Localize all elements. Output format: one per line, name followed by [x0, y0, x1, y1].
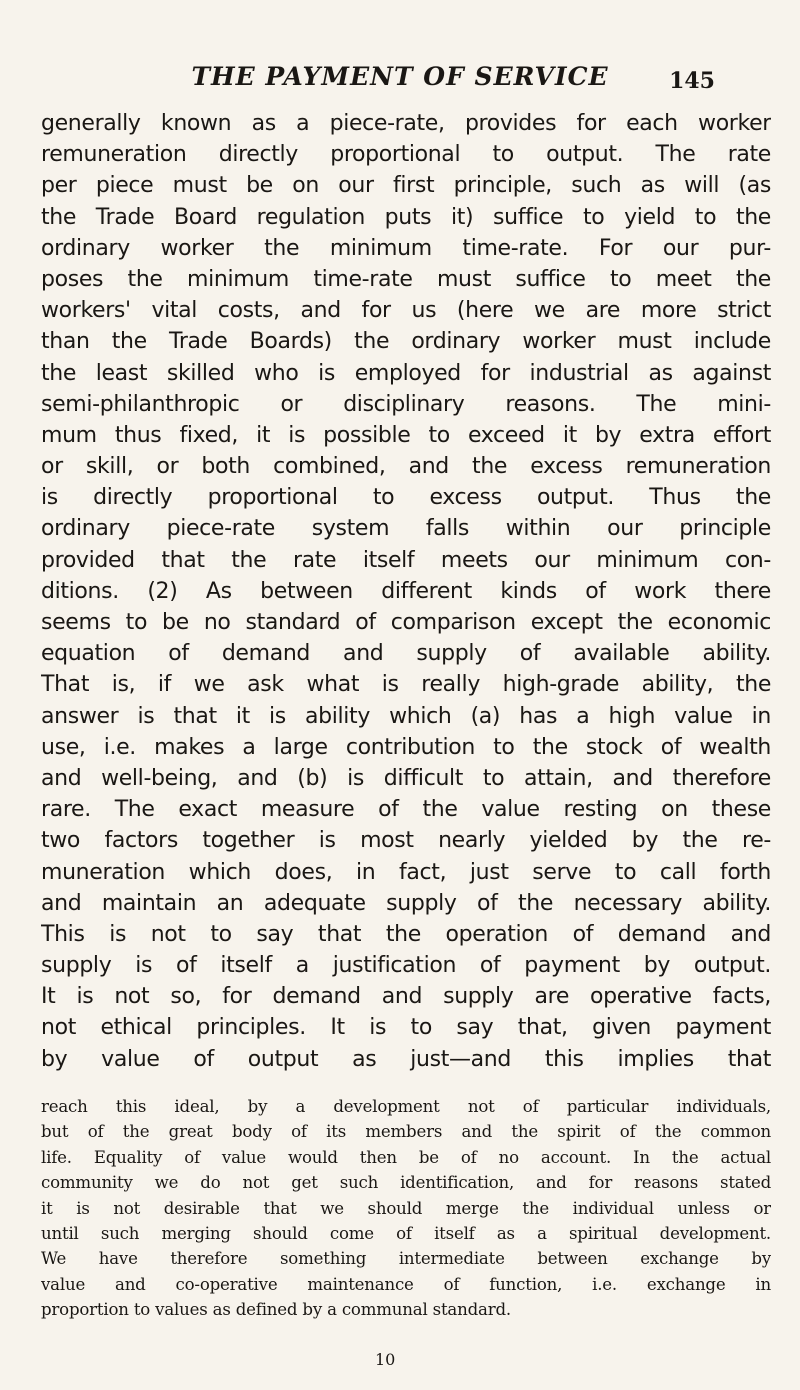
- footnote-line: community we do not get such identification, and for reasons stated: [41, 1173, 771, 1193]
- page-header: [40, 62, 760, 102]
- body-line: or skill, or both combined, and the excess remuneration: [41, 454, 771, 480]
- footnote-line: it is not desirable that we should merge the individual unless or: [41, 1198, 771, 1218]
- footnote-line: value and co-operative maintenance of function, i.e. exchange in: [41, 1274, 771, 1294]
- body-line: per piece must be on our first principle, such as will (as: [41, 173, 771, 199]
- body-text: [41, 108, 771, 1075]
- running-head-title: THE PAYMENT OF SERVICE: [191, 62, 609, 91]
- body-line: provided that the rate itself meets our minimum con-: [41, 547, 771, 573]
- body-line: mum thus fixed, it is possible to exceed it by extra effort: [41, 422, 771, 448]
- body-line: than the Trade Boards) the ordinary worker must include: [41, 329, 771, 355]
- page-number: 145: [669, 68, 715, 94]
- body-line: ordinary worker the minimum time-rate. For our pur-: [41, 235, 771, 261]
- body-line: ditions. (2) As between different kinds of work there: [41, 578, 771, 604]
- body-line: equation of demand and supply of available ability.: [41, 641, 771, 667]
- body-line: the least skilled who is employed for industrial as against: [41, 360, 771, 386]
- body-line: is directly proportional to excess output. Thus the: [41, 485, 771, 511]
- footnote-line: reach this ideal, by a development not of particular individuals,: [41, 1097, 771, 1116]
- body-line: and well-being, and (b) is difficult to attain, and therefore: [41, 765, 771, 791]
- footnote-text: [41, 1094, 771, 1323]
- body-line: ordinary piece-rate system falls within our principle: [41, 516, 771, 542]
- body-line: not ethical principles. It is to say that, given payment: [41, 1015, 771, 1041]
- body-line: workers' vital costs, and for us (here we are more strict: [41, 298, 771, 324]
- body-line: That is, if we ask what is really high-grade ability, the: [41, 672, 771, 698]
- body-line: the Trade Board regulation puts it) suffice to yield to the: [41, 204, 771, 230]
- footnote-line: life. Equality of value would then be of no account. In the actual: [41, 1147, 771, 1167]
- body-line: two factors together is most nearly yielded by the re-: [41, 828, 771, 854]
- body-line: This is not to say that the operation of demand and: [41, 921, 771, 947]
- body-line: poses the minimum time-rate must suffice to meet the: [41, 266, 771, 292]
- signature-mark: 10: [375, 1350, 396, 1369]
- body-line: supply is of itself a justification of payment by output.: [41, 953, 771, 979]
- footnote-line: until such merging should come of itself as a spiritual development.: [41, 1223, 771, 1243]
- body-line: generally known as a piece-rate, provides for each worker: [41, 111, 771, 136]
- body-line: semi-philanthropic or disciplinary reasons. The mini-: [41, 391, 771, 417]
- footnote-line: proportion to values as defined by a communal standard.: [41, 1300, 511, 1320]
- body-line: seems to be no standard of comparison except the economic: [41, 610, 771, 635]
- body-line: It is not so, for demand and supply are operative facts,: [41, 984, 771, 1010]
- body-line: rare. The exact measure of the value resting on these: [41, 797, 771, 823]
- body-line: and maintain an adequate supply of the necessary ability.: [41, 890, 771, 916]
- footnote-line: but of the great body of its members and the spirit of the common: [41, 1122, 771, 1142]
- body-line: use, i.e. makes a large contribution to the stock of wealth: [41, 734, 771, 760]
- footnote-line: We have therefore something intermediate between exchange by: [41, 1249, 771, 1269]
- body-line: by value of output as just—and this implies that: [41, 1046, 771, 1072]
- body-line: muneration which does, in fact, just serve to call forth: [41, 859, 771, 885]
- body-line: remuneration directly proportional to output. The rate: [41, 142, 771, 168]
- body-line: answer is that it is ability which (a) has a high value in: [41, 703, 771, 729]
